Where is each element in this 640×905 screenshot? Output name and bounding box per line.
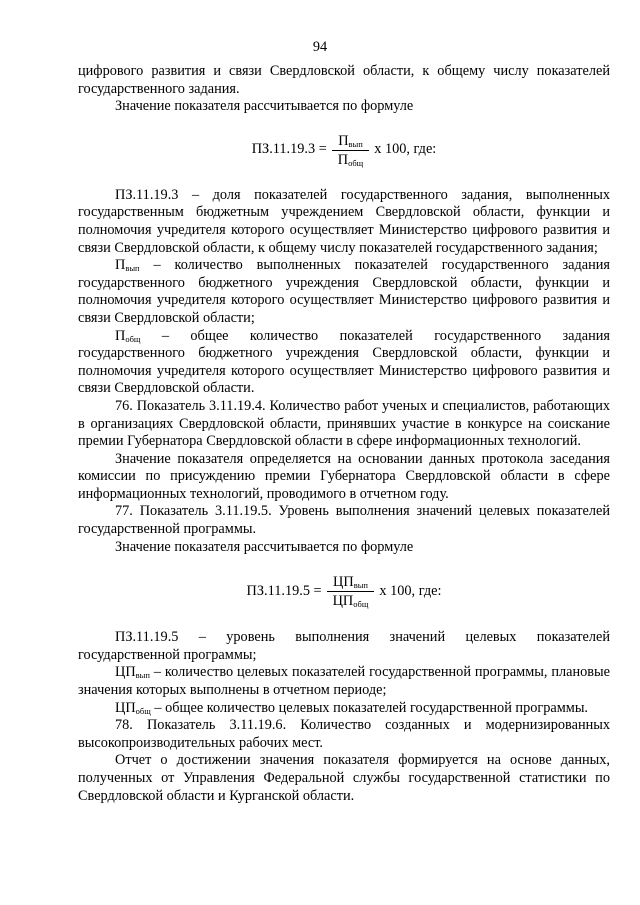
item-77: 77. Показатель 3.11.19.5. Уровень выполнения значений целевых показателей государственной программы. bbox=[78, 503, 610, 538]
fraction-denominator: $ЦП_{общ}$ bbox=[332, 593, 369, 610]
formula-pz-11-19-5 bbox=[78, 574, 610, 609]
formula-pz-11-19-3 bbox=[78, 133, 610, 168]
formula-lhs: ПЗ.11.19.3 = bbox=[251, 141, 327, 158]
document-body bbox=[78, 63, 610, 805]
definition-cp-vyp: $ЦП_{вып}$ – количество целевых показателей государственной программы, плановые значения которых выполнены в отчетном периоде; bbox=[78, 664, 610, 699]
formula-intro-1: Значение показателя рассчитывается по формуле bbox=[115, 98, 414, 115]
definition-pz-11-19-3: ПЗ.11.19.3 – доля показателей государственного задания, выполненных государственным бюджетным учреждением Свердловской области, функции и полномочия учредителя которого осуществляет Министерство цифрового развития и связи Свердловской области, к общему числу показателей государственного задания; bbox=[78, 186, 610, 256]
item-78: 78. Показатель 3.11.19.6. Количество созданных и модернизированных высокопроизводительных рабочих мест. bbox=[78, 717, 610, 751]
fraction-numerator: $П_{вып}$ bbox=[332, 133, 369, 151]
fraction-numerator: $ЦП_{вып}$ bbox=[327, 574, 374, 592]
formula-fraction bbox=[332, 133, 369, 168]
fraction-denominator: $П_{общ}$ bbox=[337, 151, 364, 168]
item-76: 76. Показатель 3.11.19.4. Количество работ ученых и специалистов, работающих в организациях Свердловской области, принявших участие в конкурсе на соискание премии Губернатора Свердловской области в сфере информационных технологий. bbox=[78, 397, 610, 450]
formula-intro-2: Значение показателя рассчитывается по формуле bbox=[115, 538, 414, 555]
formula-rhs: х 100, где: bbox=[374, 141, 437, 158]
item-78-value: Отчет о достижении значения показателя формируется на основе данных, полученных от Управления Федеральной службы государственной статистики по Свердловской области и Курганской области. bbox=[78, 752, 610, 804]
definition-p-vyp: $П_{вып}$ – количество выполненных показателей государственного задания государственного бюджетного учреждения Свердловской области, функции и полномочия учредителя которого осуществляет Министерство цифрового развития и связи Свердловской области; bbox=[78, 257, 610, 326]
definition-p-obsh: $П_{общ}$ – общее количество показателей государственного задания государственного бюджетного учреждения Свердловской области, функции и полномочия учредителя которого осуществляет Министерство цифрового развития и связи Свердловской области. bbox=[78, 327, 610, 397]
definition-cp-obsh: $ЦП_{общ}$ – общее количество целевых показателей государственной программы. bbox=[115, 699, 589, 716]
paragraph-continuation: цифрового развития и связи Свердловской области, к общему числу показателей государственного задания. bbox=[78, 63, 610, 97]
formula-rhs: х 100, где: bbox=[379, 582, 442, 599]
formula-lhs: ПЗ.11.19.5 = bbox=[246, 582, 322, 599]
definition-pz-11-19-5: ПЗ.11.19.5 – уровень выполнения значений целевых показателей государственной программы; bbox=[78, 629, 610, 663]
page-number: 94 bbox=[312, 39, 328, 55]
formula-fraction bbox=[327, 574, 375, 609]
item-76-value: Значение показателя определяется на основании данных протокола заседания комиссии по присуждению премии Губернатора Свердловской области в сфере информационных технологий, проводимого в отчетном году. bbox=[78, 450, 610, 502]
